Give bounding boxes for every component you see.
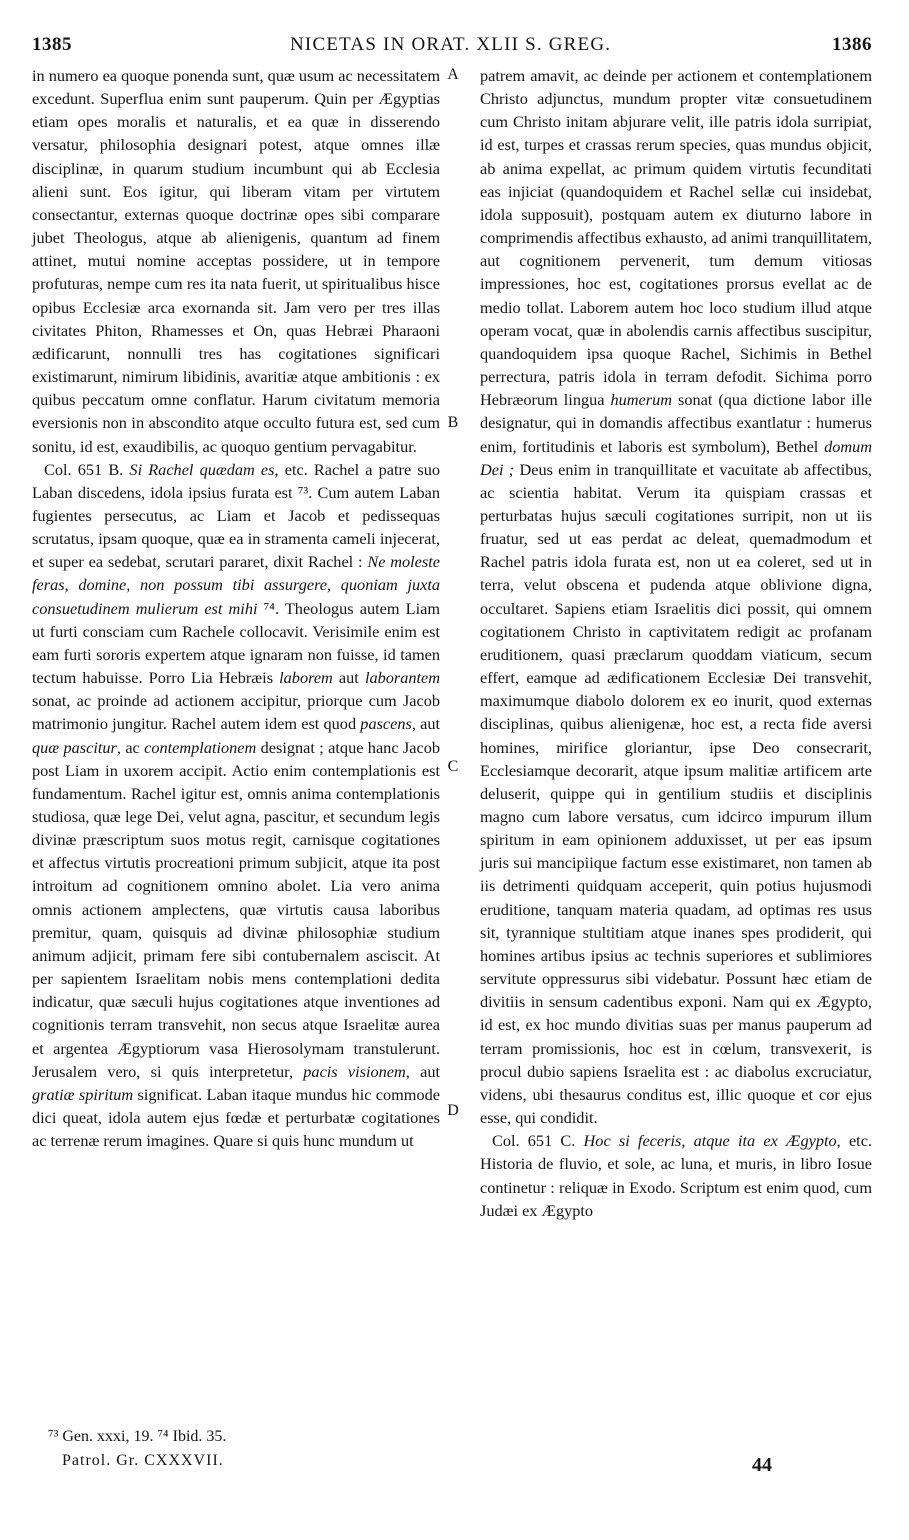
running-title: NICETAS IN ORAT. XLII S. GREG. — [290, 34, 612, 55]
column-reference: Col. 651 B. — [44, 459, 130, 479]
text-run: ⁷⁴. Theologus autem Liam ut furti consciam cum Rachele collocavit. Verisimile enim est eam furti sororis expertem atque ignaram non fuisse, id tamen tectum habuisse. Porro Lia Hebræis — [32, 598, 440, 688]
italic-term: laborem — [279, 668, 333, 688]
signature-number: 44 — [752, 1454, 772, 1476]
text-run: , ac — [116, 737, 145, 757]
lemma: Si Rachel quædam es — [129, 459, 275, 479]
left-paragraph-2 — [32, 458, 440, 1153]
left-paragraph-1: in numero ea quoque ponenda sunt, quæ usum ac necessitatem excedunt. Superflua enim sunt pauperum. Quin per Ægyptias etiam opes moralis et naturalis, et ea quæ in disserendo versatur, philosophia designari potest, atque omnes illæ disciplinæ, in quarum studium incumbunt qui ab Ecclesia alieni sunt. Eos igitur, qui liberam vitam per virtutem consectantur, externas quoque doctrinæ opes sibi comparare jubet Theologus, atque ab alienigenis, quantum ad finem attinet, mutui nomine acceptas possidere, ut in tempore profuturas, nempe cum res ita nata fuerit, ut spiritualibus hisce opibus Ecclesiæ arca exornanda sit. Jam vero per tres illas civitates Phiton, Rhamesses et On, quas Hebræi Pharaoni ædificarunt, nonnulli tres has cogitationes significari existimarunt, nimirum libidinis, avaritiæ atque ambitionis : ex quibus peccatum omne conflatur. Harum civitatum memoria eversionis non in abscondito atque occulto futura est, sed cum sonitu, id est, exaudibilis, ac quoquo gentium pervagabitur. — [32, 66, 440, 456]
margin-marker-c: C — [447, 758, 459, 775]
italic-term: pascens — [360, 714, 412, 734]
italic-term: gratiæ spiritum — [32, 1084, 134, 1104]
running-header — [32, 34, 872, 60]
footnotes: ⁷³ Gen. xxxi, 19. ⁷⁴ Ibid. 35. — [48, 1428, 227, 1445]
text-run: sonat (qua dictione labor ille designatur, qui in domandis affectibus exantlatur : humerus enim, fortitudinis et laboris est symbolum), Bethel — [480, 390, 873, 456]
text-run: , aut — [411, 714, 441, 734]
text-run: Deus enim in tranquillitate et vacuitate ab affectibus, ac scientia habitat. Verum ita quispiam crassas et perturbatas hujus sæculi cogitationes surripit, non ut iis fruatur, sed ut eas perdat ac deleat, quemadmodum et Rachel patris idola furata est, non ut ea coleret, sed ut in terra, velut obscena et pudenda atque oblivione digna, occultaret. Sapiens etiam Israelitis dici possit, qui omnem cogitationem Christo in captivitatem redigit ac profanam eruditionem, quasi præclarum quoddam viaticum, secum effert, eamque ad ædificationem Ecclesiæ Dei transvehit, maximumque diabolo dolorem ex eo inurit, quod externas disciplinas, quibus alienigenæ, hoc est, a recta fide aversi homines, mirifice gloriantur, ipse Deo consecrarit, Ecclesiamque decorarit, atque ipsum malitiæ artificem arte deluserit, quippe qui in gentilium studiis et disciplinis magno cum labore versatus, cum idcirco impurum illum spiritum in eam opinionem adduxisset, ut per eas ipsum juris sui mancipiique factum esse existimaret, non tamen ab iis detrimenti quidquam acceperit, quin potius hujusmodi eruditione, tanquam materia quadam, ad optimas res usus sit, tyrannique stultitiam atque inanes spes prodiderit, qui homines artibus ipsius ac technis superiores et sublimiores servitute oppressurus sibi videbatur. Possunt hæc etiam de divitiis in sensum cadentibus exponi. Nam qui ex Ægypto, id est, ex hoc mundo divitias suas per manus pauperum ad terram promissionis, hoc est in cœlum, transvexerit, is procul dubio sapiens Israelita est : ac diabolus excruciatur, videns, ubi thesaurus conditus est, illic quoque et cor ejus esse, qui condidit. — [480, 459, 872, 1128]
margin-marker-d: D — [447, 1102, 459, 1119]
italic-term: quæ pascitur — [32, 737, 117, 757]
page-number-left: 1385 — [32, 34, 72, 55]
text-run: , aut — [405, 1061, 440, 1081]
italic-term: humerum — [610, 390, 672, 410]
italic-term: laborantem — [364, 668, 441, 688]
left-column — [32, 64, 440, 1152]
text-run: sonat, ac proinde ad actionem accipitur, priorque cum Jacob matrimonio jungitur. Rachel autem idem est quod — [32, 691, 440, 734]
text-run: , etc. Rachel a patre suo Laban discedens, idola ipsius furata est ⁷³. Cum autem Laban fugientes persecutus, ac Liam et Jacob et pedissequas scrutatus, ipsam quoque, quæ ea in stramenta cameli injecerat, et super ea sedebat, scrutari pararet, dixit Rachel : — [32, 459, 440, 572]
text-run: patrem amavit, ac deinde per actionem et contemplationem Christo adjunctus, mundum propter vitæ consuetudinem cum Christo initam abjurare velit, ille patris idola surripiat, id est, turpes et crassas rerum species, quas mundus objicit, ab anima expellat, ac primum quidem virtutis fecunditati eas injiciat (quandoquidem et Rachel sellæ cui insidebat, idola supposuit), postquam autem ex diuturno labore in comprimendis affectibus exhausto, ad animi tranquillitatem, aut cognitionem pervenerit, tum demum vitiosas impressiones, hoc est, cogitationes prorsus evellat ac de medio tollat. Laborem autem hoc loco studium illud atque operam vocat, quæ in abolendis carnis affectibus suscipitur, quandoquidem ipsa quoque Rachel, Sichimis in Bethel perrectura, patris idola in terram defodit. Sichima porro Hebræorum lingua — [480, 66, 872, 410]
text-run: designat ; atque hanc Jacob post Liam in uxorem accipit. Actio enim contemplationis est fundamentum. Rachel igitur est, omnis anima contemplationis studiosa, quæ lege Dei, velut agna, pascitur, et secundum legis divinæ præscriptum suos motus regit, carnisque cogitationes et affectus virtutis procreationi primum subjicit, atque ita post introitum ad cognitionem omnino abolet. Lia vero anima omnis actionem amplectens, quæ virtutis causa laboribus premitur, quam, quisquis ad divinæ philosophiæ studium animum adjicit, primam fere sibi contubernalem asciscit. At per sapientem Israelitam nobis mens contemplationi dedita indicatur, quæ sæculi hujus cogitationes atque inventiones ad cognitionis terram transvehit, non secus atque Israelitæ aurea et argentea Ægyptiorum vasa Hierosolymam transtulerunt. Jerusalem vero, si quis interpretetur, — [32, 737, 440, 1081]
quotation: Ne moleste feras, domine, non possum tibi assurgere, quoniam juxta consuetudinem mulierum est mihi — [32, 552, 440, 618]
italic-term: contemplationem — [144, 737, 257, 757]
right-paragraph-2 — [480, 1129, 872, 1222]
right-column — [480, 64, 872, 1222]
volume-line: Patrol. Gr. CXXXVII. — [62, 1452, 224, 1469]
italic-term: pacis visionem — [303, 1061, 406, 1081]
text-run: aut — [332, 668, 365, 688]
margin-marker-a: A — [447, 66, 459, 83]
text-run: significat. Laban itaque mundus hic commode dici queat, idola autem ejus fœdæ et perturbatæ cogitationes ac terrenæ rerum imagines. Quare si quis hunc mundum ut — [32, 1084, 440, 1151]
column-reference: Col. 651 C. — [492, 1131, 584, 1151]
text-run: , etc. Historia de fluvio, et sole, ac luna, et muris, in libro Iosue continetur : reliquæ in Exodo. Scriptum est enim quod, cum Judæi ex Ægypto — [480, 1131, 872, 1220]
lemma: Hoc si feceris, atque ita ex Ægypto — [583, 1131, 837, 1151]
page-number-right: 1386 — [832, 34, 872, 55]
margin-marker-b: B — [447, 414, 459, 431]
right-paragraph-1 — [480, 64, 872, 1129]
italic-term: domum Dei ; — [480, 436, 872, 479]
